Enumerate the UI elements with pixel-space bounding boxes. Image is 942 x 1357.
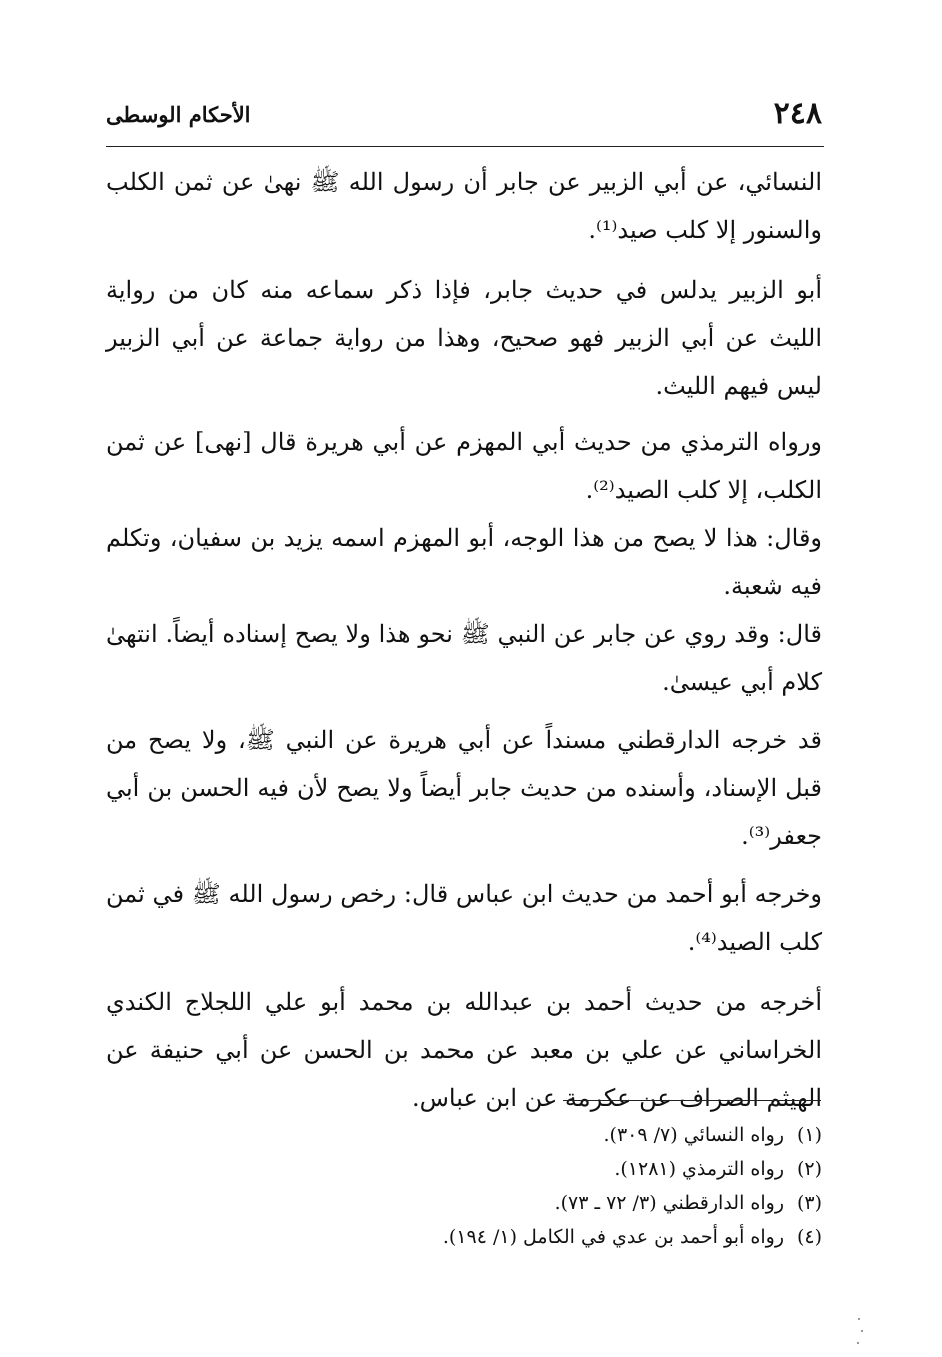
footnote-number: (٢) bbox=[796, 1158, 822, 1180]
paragraph: ورواه الترمذي من حديث أبي المهزم عن أبي هريرة قال [نهى] عن ثمن الكلب، إلا كلب الصيد⁽²⁾. bbox=[106, 428, 822, 504]
running-title: الأحكام الوسطى bbox=[106, 102, 251, 127]
footnote-text: رواه الترمذي (١٢٨١). bbox=[614, 1158, 784, 1180]
paragraph: وخرجه أبو أحمد من حديث ابن عباس قال: رخص رسول الله ﷺ في ثمن كلب الصيد⁽⁴⁾. bbox=[106, 880, 822, 956]
footnote-number: (٤) bbox=[796, 1226, 822, 1248]
page-header bbox=[106, 96, 822, 136]
footnote-text: رواه أبو أحمد بن عدي في الكامل (١/ ١٩٤). bbox=[442, 1226, 784, 1248]
footnote-text: رواه النسائي (٧/ ٣٠٩). bbox=[603, 1124, 784, 1146]
footnote-number: (٣) bbox=[796, 1192, 822, 1214]
paragraph: وقال: هذا لا يصح من هذا الوجه، أبو المهزم اسمه يزيد بن سفيان، وتكلم فيه شعبة. bbox=[106, 524, 823, 600]
footnote bbox=[106, 1186, 822, 1220]
footnote bbox=[106, 1118, 822, 1152]
footnote-number: (١) bbox=[796, 1124, 822, 1146]
paragraph: قال: وقد روي عن جابر عن النبي ﷺ نحو هذا ولا يصح إسناده أيضاً. انتهىٰ كلام أبي عيسىٰ. bbox=[106, 620, 822, 696]
paragraph: النسائي، عن أبي الزبير عن جابر أن رسول الله ﷺ نهىٰ عن ثمن الكلب والسنور إلا كلب صيد⁽¹⁾. bbox=[106, 168, 822, 244]
paragraph: أبو الزبير يدلس في حديث جابر، فإذا ذكر سماعه منه كان من رواية الليث عن أبي الزبير فهو صحيح، وهذا من رواية جماعة عن أبي الزبير ليس فيهم الليث. bbox=[106, 276, 822, 400]
paragraph: قد خرجه الدارقطني مسنداً عن أبي هريرة عن النبي ﷺ، ولا يصح من قبل الإسناد، وأسنده من حديث جابر أيضاً ولا يصح لأن فيه الحسن بن أبي جعفر⁽³⁾. bbox=[106, 726, 822, 850]
paragraph: أخرجه من حديث أحمد بن عبدالله بن محمد أبو علي اللجلاج الكندي الخراساني عن علي بن معبد عن محمد بن الحسن عن أبي حنيفة عن الهيثم الصراف عن عكرمة عن ابن عباس. bbox=[106, 988, 822, 1112]
header-divider bbox=[106, 146, 824, 147]
footnote-divider bbox=[563, 1100, 821, 1101]
footnote bbox=[106, 1152, 822, 1186]
page-number: ٢٤٨ bbox=[773, 96, 822, 131]
main-text bbox=[106, 158, 822, 1122]
footnotes bbox=[106, 1118, 822, 1254]
footnote-text: رواه الدارقطني (٣/ ٧٢ ـ ٧٣). bbox=[554, 1192, 784, 1214]
footnote bbox=[106, 1220, 822, 1254]
